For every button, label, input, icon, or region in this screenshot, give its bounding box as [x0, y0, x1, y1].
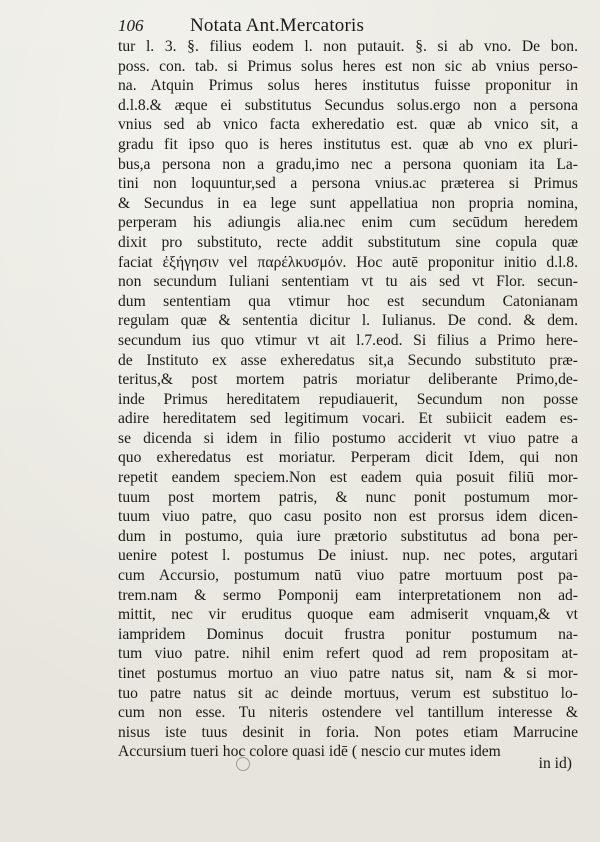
text-line: de Instituto ex asse exheredatus sit,a Secundo substituto præ- [118, 351, 578, 369]
text-line: tini non loquuntur,sed a persona vnius.ac præterea si Primus [118, 175, 578, 193]
text-line: gradu fit ipso quo is heres institutus est. quæ ab vno ex pluri- [118, 135, 578, 153]
text-line: vnius sed ab vnico facta exheredatio est. quæ ab vnico sit, a [118, 116, 578, 134]
page-number: 106 [118, 16, 144, 35]
text-line: repetit eandem speciem.Non est eadem quia posuit filiū mor- [118, 469, 578, 487]
text-line: uenire potest l. postumus De iniust. nup. nec potes, argutari [118, 547, 578, 565]
text-line: cum Accursio, postumum natū viuo patre mortuum post pa- [118, 567, 578, 585]
text-line: non secundum Iuliani sententiam vt tu ais sed vt Flor. secun- [118, 273, 578, 291]
text-line: tinet postumus mortuo an viuo patre natus sit, nam & si mor- [118, 665, 578, 682]
text-line: dixit pro substituto, recte addit substitutum sine copula quæ [118, 233, 578, 251]
text-line: iampridem Dominus docuit frustra ponitur postumum na- [118, 625, 578, 643]
text-line: adire hereditatem sed legitimum vocari. Et subiicit eadem es- [118, 410, 578, 428]
text-line: Accursium tueri hoc colore quasi idē ( nescio cur mutes idem [118, 743, 501, 761]
text-line: perperam his adiungis alia.nec enim cum secūdum heredem [118, 214, 578, 232]
text-line: poss. con. tab. si Primus solus heres est non sic ab vnius perso- [118, 57, 578, 75]
text-line: bus,a persona non a gradu,imo nec a persona quoniam ita La- [118, 155, 578, 173]
text-line: faciat ἐξήγησιν vel παρέλκυσμόν. Hoc autē proponitur initio d.l.8. [118, 253, 578, 271]
page-footer [118, 757, 578, 779]
text-line: se dicenda si idem in filio postumo acciderit vt viuo patre a [118, 429, 578, 447]
page-mark [236, 757, 250, 771]
text-line: secundum ius quo vtimur vt ait l.7.eod. Si filius a Primo here- [118, 331, 578, 349]
text-line: dum sententiam qua vtimur hoc est secundum Catonianam [118, 292, 578, 310]
text-line: tuum post mortem patris, & nunc ponit postumum mor- [118, 488, 578, 506]
text-line: tur l. 3. §. filius eodem l. non putauit. §. si ab vno. De bon. [118, 38, 578, 55]
text-line: d.l.8.& æque ei substitutus Secundus solus.ergo non a persona [118, 96, 578, 114]
text-line: dum in postumo, quia iure prætorio substitutus ad bona per- [118, 527, 578, 545]
text-line: nisus iste tuus desinit in foria. Non potes etiam Marrucine [118, 723, 578, 741]
text-line: cum non esse. Tu niteris ostendere vel tantillum interesse & [118, 704, 578, 722]
text-line: regulam quæ & sententia dicitur l. Iulianus. De cond. & dem. [118, 312, 578, 330]
text-block [118, 37, 578, 762]
running-title: Notata Ant.Mercatoris [190, 15, 365, 36]
text-line: tuo patre natus sit ac deinde mortuus, verum est substituo lo- [118, 684, 578, 702]
text-line: teritus,& post mortem patris moriatur deliberante Primo,de- [118, 371, 578, 389]
text-line: quo exheredatus est moriatur. Perperam dicit Idem, qui non [118, 449, 578, 467]
text-line: & Secundus in ea lege sunt appellatiua non propria nomina, [118, 194, 578, 212]
text-line: tuum viuo patre, quo casu posito non est prorsus idem dicen- [118, 508, 578, 526]
text-line: inde Primus hereditatem repudiauerit, Secundum non posse [118, 390, 578, 408]
text-line: tum viuo patre. nihil enim refert quod ad rem propositam at- [118, 645, 578, 663]
text-line: na. Atquin Primus solus heres institutus fuisse proponitur in [118, 77, 578, 95]
text-line: trem.nam & sermo Pomponij eam interpretationem non ad- [118, 586, 578, 604]
catchword: in id) [538, 755, 572, 772]
text-line: mittit, nec vir eruditus quoque eam admiserit vnquam,& vt [118, 606, 578, 624]
